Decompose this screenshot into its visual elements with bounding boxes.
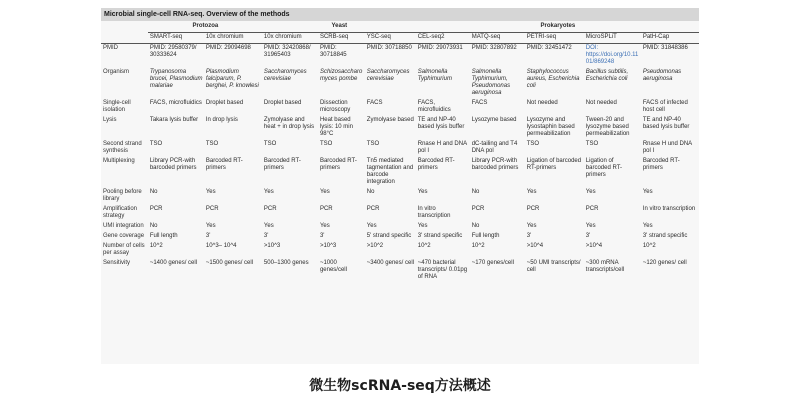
table-cell: Yes: [526, 223, 537, 229]
table-cell: Trypanosoma brucei, Plasmodium malariae: [149, 69, 203, 89]
table-row: [101, 116, 699, 140]
table-cell: PCR: [585, 206, 599, 212]
row-label: Organism: [103, 69, 130, 75]
table-cell: PMID: 29094698: [205, 45, 251, 51]
table-cell: PMID: 29073931: [417, 45, 463, 51]
table-cell: Yes: [417, 223, 428, 229]
table-cell: 3': [263, 233, 269, 239]
row-label: Pooling before library: [103, 189, 142, 202]
row-label: Number of cells per assay: [103, 243, 145, 256]
group-header-protozoa: Protozoa: [148, 21, 262, 33]
row-label: Sensitivity: [103, 260, 131, 266]
table-cell: Not needed: [526, 100, 558, 106]
table-row: [101, 242, 699, 259]
table-cell: No: [149, 189, 158, 195]
table-cell: PCR: [263, 206, 277, 212]
table-cell: No: [149, 223, 158, 229]
table-cell: TSO: [526, 141, 540, 147]
table-cell: Saccharomyces cerevisiae: [263, 69, 307, 82]
group-header-yeast: Yeast: [262, 21, 416, 33]
group-header-blank: [101, 21, 148, 33]
table-cell: TSO: [319, 141, 333, 147]
table-cell: PCR: [471, 206, 485, 212]
table-row: [101, 140, 699, 157]
table-row: [101, 232, 699, 242]
table-row: [101, 44, 699, 69]
table-cell: Schizosaccharomyces pombe: [319, 69, 363, 82]
methods-table: [101, 21, 699, 283]
table-cell: Full length: [149, 233, 178, 239]
table-cell: Yes: [417, 189, 428, 195]
table-cell: Yes: [585, 223, 596, 229]
method-header: MATQ-seq: [470, 33, 525, 44]
table-cell: No: [471, 189, 480, 195]
table-cell: Yes: [526, 189, 537, 195]
table-cell: PMID: 29580379/ 30333624: [149, 45, 197, 58]
table-cell: TSO: [366, 141, 380, 147]
table-cell: Ligation of barcoded RT-primers: [526, 158, 582, 171]
table-cell: 10^2: [471, 243, 485, 249]
table-cell: Yes: [642, 223, 653, 229]
table-cell: >10^4: [526, 243, 544, 249]
table-cell: ~170 genes/cell: [471, 260, 514, 266]
method-header: MicroSPLiT: [584, 33, 641, 44]
method-header: CEL-seq2: [416, 33, 470, 44]
table-cell: In vitro transcription: [417, 206, 451, 219]
table-cell: Droplet based: [263, 100, 302, 106]
table-cell: 10^2: [642, 243, 656, 249]
table-cell: >10^2: [366, 243, 384, 249]
table-cell: TE and NP-40 based lysis buffer: [642, 117, 690, 130]
table-cell: TE and NP-40 based lysis buffer: [417, 117, 465, 130]
table-cell: >10^3: [263, 243, 281, 249]
methods-table-figure: [101, 8, 699, 364]
table-cell: PMID: 32807892: [471, 45, 517, 51]
table-cell: Heat based lysis: 10 min 98°C: [319, 117, 353, 137]
table-cell: 3': [205, 233, 211, 239]
row-label: PMID: [103, 45, 118, 51]
table-cell: Lysozyme based: [471, 117, 517, 123]
table-cell: ~50 UMI transcripts/ cell: [526, 260, 581, 273]
table-cell: Takara lysis buffer: [149, 117, 199, 123]
table-cell: Bacillus subtilis, Escherichia coli: [585, 69, 629, 82]
table-cell: PMID: 30718845: [319, 45, 347, 58]
table-cell: Droplet based: [205, 100, 244, 106]
table-cell: Yes: [263, 223, 274, 229]
table-cell: Staphylococcus aureus, Escherichia coli: [526, 69, 580, 89]
table-cell: PCR: [149, 206, 163, 212]
table-cell: PCR: [319, 206, 333, 212]
table-cell: ~3400 genes/ cell: [366, 260, 414, 266]
table-cell: PMID: 30718850: [366, 45, 412, 51]
table-cell: TSO: [263, 141, 277, 147]
table-row: [101, 99, 699, 116]
table-cell: No: [366, 189, 375, 195]
table-cell: Barcoded RT-primers: [319, 158, 357, 171]
table-cell: Barcoded RT-primers: [263, 158, 301, 171]
table-row: [101, 68, 699, 99]
table-cell: Yes: [205, 189, 216, 195]
table-cell: In drop lysis: [205, 117, 238, 123]
table-cell: PMID: 32420868/ 31965403: [263, 45, 311, 58]
table-cell: Saccharomyces cerevisiae: [366, 69, 410, 82]
table-cell: dC-tailing and T4 DNA pol: [471, 141, 518, 154]
table-cell: ~1000 genes/cell: [319, 260, 347, 273]
table-cell: PCR: [205, 206, 219, 212]
table-cell: 3': [585, 233, 591, 239]
table-cell: Zymolyase and heat + in drop lysis: [263, 117, 315, 130]
table-row: [101, 188, 699, 205]
table-row: [101, 205, 699, 222]
row-label: UMI integration: [103, 223, 144, 229]
table-cell: Yes: [366, 223, 377, 229]
table-cell: Full length: [471, 233, 500, 239]
row-label: Multiplexing: [103, 158, 135, 164]
method-header-blank: [101, 33, 148, 44]
method-header: SMART-seq: [148, 33, 204, 44]
table-cell: Yes: [205, 223, 216, 229]
table-cell: Yes: [585, 189, 596, 195]
row-label: Gene coverage: [103, 233, 145, 239]
table-cell: TSO: [585, 141, 599, 147]
table-cell: 3': [319, 233, 325, 239]
table-cell: 3': [526, 233, 532, 239]
table-row: [101, 222, 699, 232]
table-row: [101, 259, 699, 283]
table-cell: FACS, microfluidics: [149, 100, 202, 106]
method-header: YSC-seq: [365, 33, 416, 44]
table-cell: Library PCR-with barcoded primers: [471, 158, 519, 171]
table-cell: Ligation of barcoded RT-primers: [585, 158, 623, 178]
table-cell: Rnase H and DNA pol I: [417, 141, 467, 154]
table-cell: Barcoded RT-primers: [642, 158, 680, 171]
table-cell: TSO: [149, 141, 163, 147]
table-cell: >10^3: [319, 243, 337, 249]
table-cell: ~470 bacterial transcripts/ 0.01pg of RNA: [417, 260, 468, 280]
table-cell: Salmonella Typhimurium: [417, 69, 452, 82]
doi-link[interactable]: DOI: https://doi.org/10.1101/869248: [585, 45, 639, 65]
table-cell: FACS, microfluidics: [417, 100, 451, 113]
table-cell: TSO: [205, 141, 219, 147]
table-cell: PCR: [526, 206, 540, 212]
method-header: 10x chromium: [204, 33, 262, 44]
table-cell: >10^4: [585, 243, 603, 249]
group-header-prokaryotes: Prokaryotes: [416, 21, 699, 33]
table-cell: Tn5 mediated tagmentation and barcode integration: [366, 158, 414, 185]
method-header: PETRI-seq: [525, 33, 584, 44]
table-cell: Lysozyme and lysostaphin based permeabilization: [526, 117, 575, 137]
table-cell: 10^2: [417, 243, 431, 249]
table-row: [101, 157, 699, 188]
table-cell: Pseudomonas aeruginosa: [642, 69, 682, 82]
table-cell: 10^2: [149, 243, 163, 249]
row-label: Second strand synthesis: [103, 141, 142, 154]
table-cell: 5' strand specific: [366, 233, 412, 239]
table-cell: Dissection microscopy: [319, 100, 351, 113]
table-cell: Library PCR-with barcoded primers: [149, 158, 197, 171]
table-cell: Plasmodium falciparum, P. berghei, P. knowlesi: [205, 69, 259, 89]
table-cell: 3' strand specific: [642, 233, 688, 239]
table-cell: Yes: [642, 189, 653, 195]
method-header: 10x chromium: [262, 33, 318, 44]
table-cell: Rnase H und DNA pol I: [642, 141, 692, 154]
table-cell: Barcoded RT-primers: [205, 158, 243, 171]
table-cell: Salmonella Typhimurium, Pseudomonas aeruginosa: [471, 69, 511, 96]
row-label: Amplification strategy: [103, 206, 138, 219]
table-cell: ~1400 genes/ cell: [149, 260, 198, 266]
table-cell: No: [471, 223, 480, 229]
table-cell: 500–1300 genes: [263, 260, 309, 266]
table-cell: Yes: [263, 189, 274, 195]
row-label: Single-cell isolation: [103, 100, 131, 113]
table-cell: Zymolyase based: [366, 117, 414, 123]
table-cell: 10^3– 10^4: [205, 243, 237, 249]
table-cell: Yes: [319, 223, 330, 229]
table-cell: ~1500 genes/ cell: [205, 260, 254, 266]
row-label: Lysis: [103, 117, 117, 123]
table-title: Microbial single-cell RNA-seq. Overview of the methods: [101, 8, 699, 21]
table-cell: ~300 mRNA transcripts/cell: [585, 260, 625, 273]
table-cell: 3' strand specific: [417, 233, 463, 239]
group-header-row: [101, 21, 699, 33]
table-cell: ~120 genes/ cell: [642, 260, 687, 266]
table-cell: Not needed: [585, 100, 617, 106]
method-header: PatH-Cap: [641, 33, 699, 44]
table-cell: Yes: [319, 189, 330, 195]
table-cell: FACS: [366, 100, 383, 106]
method-header-row: [101, 33, 699, 44]
table-cell: PCR: [366, 206, 380, 212]
table-cell: PMID: 31848386: [642, 45, 688, 51]
table-cell: FACS of infected host cell: [642, 100, 688, 113]
table-cell: FACS: [471, 100, 488, 106]
table-cell: Barcoded RT-primers: [417, 158, 455, 171]
table-cell: PMID: 32451472: [526, 45, 572, 51]
method-header: SCRB-seq: [318, 33, 365, 44]
table-cell: In vitro transcription: [642, 206, 696, 212]
table-cell: Tween-20 and lysozyme based permeabilization: [585, 117, 630, 137]
figure-caption: 微生物scRNA-seq方法概述: [309, 378, 491, 394]
